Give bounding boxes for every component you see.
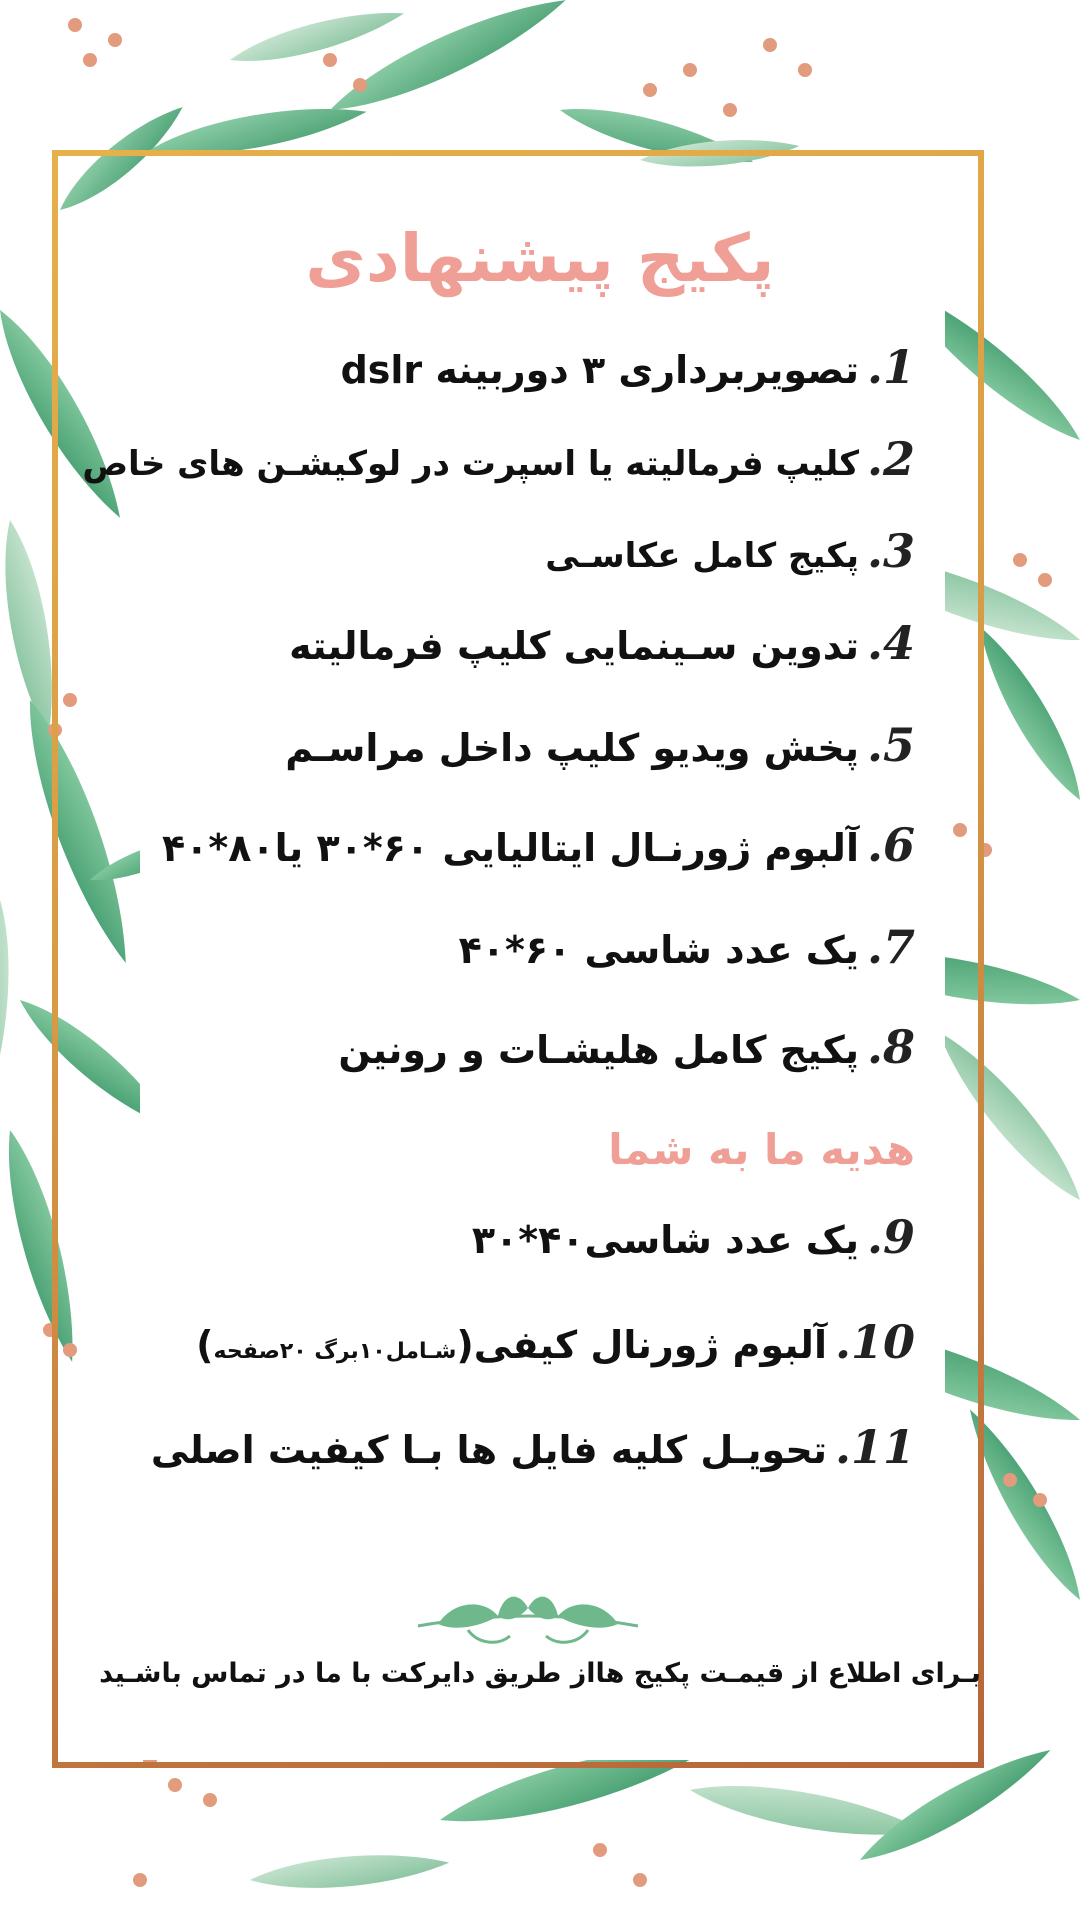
item-text: یک عدد شاسی ۶۰*۴۰ xyxy=(458,928,859,972)
item-number: 8. xyxy=(866,1020,915,1074)
item-number: 4. xyxy=(866,616,915,670)
item-text: تصویربرداری ۳ دوربینه dslr xyxy=(340,348,859,392)
page-title: پکیج پیشنهادی xyxy=(305,220,775,297)
item-text: تحویـل کلیه فایل ها بـا کیفیت اصلی xyxy=(150,1428,827,1472)
item-text: پخش ویدیو کلیپ داخل مراسـم xyxy=(285,726,859,770)
list-item xyxy=(338,1020,915,1074)
item-number: 7. xyxy=(866,920,915,974)
leaf-sprig-icon xyxy=(398,1586,658,1650)
item-text: پکیج کامل هلیشـات و رونین xyxy=(338,1028,859,1072)
list-item xyxy=(472,1210,915,1264)
item-note: شـامل۱۰برگ ۲۰صفحه xyxy=(213,1339,457,1364)
list-item xyxy=(341,340,915,394)
item-text: یک عدد شاسی۴۰*۳۰ xyxy=(471,1218,859,1262)
list-item xyxy=(196,1315,915,1369)
item-number: 3. xyxy=(866,524,915,578)
list-item xyxy=(289,616,915,670)
list-item xyxy=(285,718,915,772)
item-text-close: ) xyxy=(196,1323,214,1367)
footer-contact-text: بـرای اطلاع از قیمـت پکیج هااز طریق دایرکت با ما در تماس باشـید xyxy=(99,1658,981,1689)
item-text-main: آلبوم ژورنال کیفی( xyxy=(456,1323,827,1367)
item-number: 1. xyxy=(866,340,915,394)
item-number: 11. xyxy=(834,1420,915,1474)
item-text xyxy=(196,1323,827,1367)
item-text: تدوین سـینمایی کلیپ فرمالیته xyxy=(289,624,859,668)
item-number: 9. xyxy=(866,1210,915,1264)
item-number: 6. xyxy=(866,818,915,872)
gift-heading: هدیه ما به شما xyxy=(608,1125,915,1174)
list-item xyxy=(162,818,915,872)
list-item xyxy=(151,1420,915,1474)
item-number: 5. xyxy=(866,718,915,772)
list-item xyxy=(82,432,915,486)
item-text: پکیج کامل عکاسـی xyxy=(545,536,859,576)
item-number: 10. xyxy=(834,1315,915,1369)
item-text: آلبوم ژورنـال ایتالیایی ۶۰*۳۰ یا۸۰*۴۰ xyxy=(162,826,859,870)
item-number: 2. xyxy=(866,432,915,486)
list-item xyxy=(459,920,915,974)
list-item xyxy=(545,524,915,578)
item-text: کلیپ فرمالیته یا اسپرت در لوکیشـن های خاص xyxy=(82,444,859,484)
